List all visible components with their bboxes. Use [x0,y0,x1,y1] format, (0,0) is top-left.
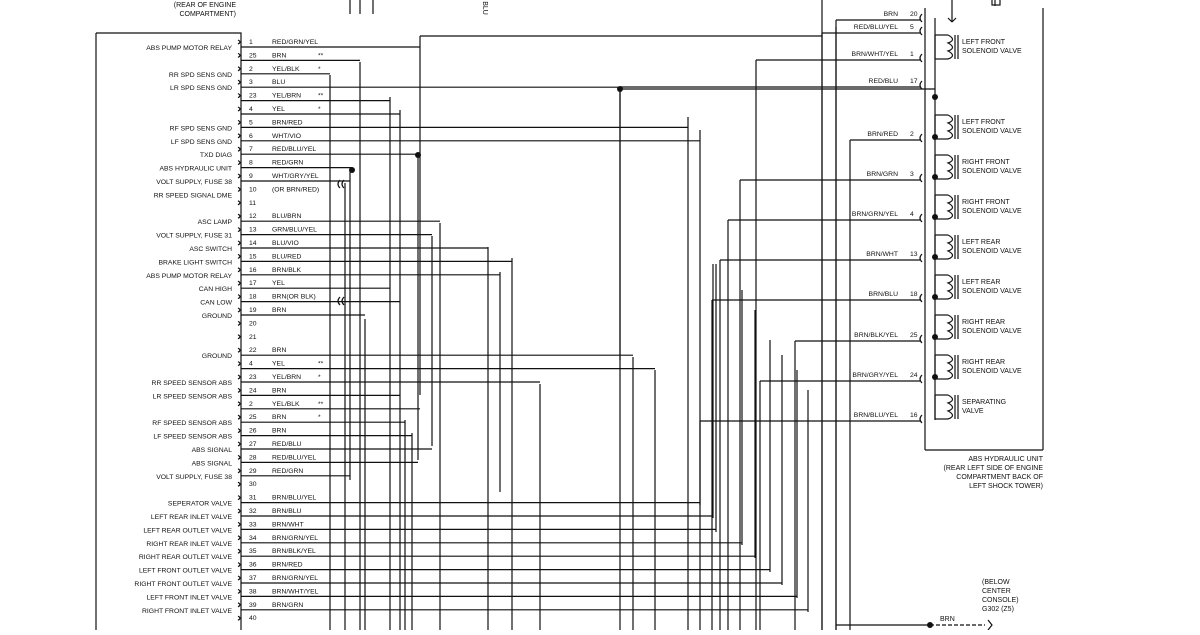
unit-pin-number: 13 [910,251,918,258]
pin-number: 15 [249,253,257,261]
hydraulic-unit-caption: LEFT SHOCK TOWER) [969,483,1043,490]
pin-mark [238,348,240,352]
pin-number: 11 [249,199,257,207]
unit-pin-number: 24 [910,372,918,379]
pin-number: 29 [249,467,257,475]
pin-number: 14 [249,240,257,247]
pin-mark [238,522,240,526]
pin-mark [238,228,240,232]
pin-mark [238,402,240,406]
pin-wire-color: BLU [272,79,286,87]
ground-symbol-icon [988,620,992,630]
pin-function-label: LEFT REAR INLET VALVE [150,514,232,521]
pin-mark [238,67,240,71]
pin-mark [238,174,240,178]
pin-function-label: VOLT SUPPLY, FUSE 31 [156,232,232,240]
pin-mark [238,147,240,151]
valve-label: SOLENOID VALVE [962,168,1022,175]
pin-wire-color: RED/BLU/YEL [272,146,317,154]
unit-pin-wire-color: BRN/BLU/YEL [853,412,898,419]
pin-number: 5 [249,119,253,127]
splice-dot [415,152,421,158]
pin-note-mark: * [318,65,321,73]
pin-wire-color: YEL [272,360,285,368]
valve-label: SOLENOID VALVE [962,328,1022,335]
pin-function-label: RR SPD SENS GND [168,71,232,79]
header-note: (REAR OF ENGINE [173,2,236,9]
pin-mark [238,589,240,593]
pin-number: 24 [249,387,257,395]
pin-wire-color: YEL/BRN [272,374,302,381]
pin-number: 6 [249,132,253,140]
pin-number: 17 [249,280,257,288]
pin-wire-color: BRN/GRN/YEL [272,575,319,582]
pin-wire-color: BRN/BLK [272,266,302,274]
unit-pin-number: 25 [910,332,918,339]
pin-number: 25 [249,414,257,422]
pin-number: 4 [249,106,253,113]
unit-pin-mark [920,375,922,383]
pin-wire-color: YEL [272,280,285,288]
pin-mark [238,616,240,620]
pin-function-label: ABS SIGNAL [191,460,232,468]
valve-label: LEFT FRONT [962,119,1006,126]
unit-pin-number: 3 [910,171,914,178]
valve-label: SOLENOID VALVE [962,288,1022,295]
pin-number: 22 [249,347,257,355]
pin-number: 3 [249,79,253,87]
pin-wire-color: BRN [272,427,287,435]
pin-function-label: RR SPEED SIGNAL DME [153,192,232,200]
pin-number: 10 [249,186,257,194]
pin-function-label: CAN HIGH [198,286,232,294]
pin-number: 31 [249,494,257,502]
pin-number: 37 [249,575,257,582]
pin-function-label: LR SPEED SENSOR ABS [152,393,232,401]
pin-mark [238,281,240,285]
pin-function-label: ASC LAMP [197,219,232,227]
unit-pin-wire-color: BRN/WHT/YEL [851,51,898,58]
pin-wire-color: RED/BLU [272,441,302,448]
module-outline [96,33,241,44]
pin-number: 8 [249,159,253,167]
pin-function-label: LF SPEED SENSOR ABS [153,433,232,441]
pin-function-label: RIGHT FRONT OUTLET VALVE [134,581,232,588]
valve-label: SOLENOID VALVE [962,248,1022,255]
pin-wire-color: YEL/BLK [272,65,300,73]
pin-mark [238,308,240,312]
solenoid-coil-icon [948,315,953,339]
pin-mark [238,576,240,580]
unit-pin-wire-color: BRN/BLU [868,291,898,298]
unit-pin-number: 18 [910,291,918,298]
pin-mark [238,295,240,299]
unit-pin-number: 5 [910,24,914,31]
unit-pin-mark [920,14,922,22]
pin-number: 7 [249,146,253,154]
pin-number: 13 [249,226,257,234]
pin-mark [238,40,240,44]
pin-mark [238,107,240,111]
pin-mark [238,321,240,325]
pin-function-label: RIGHT REAR OUTLET VALVE [138,554,232,562]
valve-label: SOLENOID VALVE [962,128,1022,135]
pin-number: 30 [249,481,257,489]
pin-mark [238,469,240,473]
pin-function-label: ABS PUMP MOTOR RELAY [146,45,232,52]
pin-number: 2 [249,400,253,408]
pin-mark [238,241,240,245]
pin-wire-color: BRN/GRN/YEL [272,534,319,542]
pin-wire-color: WHT/VIO [272,132,302,140]
solenoid-coil-icon [948,395,953,419]
pin-number: 25 [249,52,257,60]
pin-function-label: VOLT SUPPLY, FUSE 38 [156,473,232,481]
pin-mark [238,268,240,272]
pin-function-label: GROUND [201,353,232,361]
pin-function-label: RF SPD SENS GND [169,125,232,133]
valve-label: VALVE [962,408,984,415]
pin-function-label: RF SPEED SENSOR ABS [152,420,232,428]
pin-wire-color: BRN/RED [272,561,303,569]
pin-function-label: ABS HYDRAULIC UNIT [159,165,232,173]
solenoid-coil-icon [948,155,953,179]
pin-wire-color: BRN [272,52,287,60]
pin-number: 2 [249,65,253,73]
pin-function-label: LEFT FRONT INLET VALVE [146,594,232,602]
pin-function-label: RIGHT REAR INLET VALVE [146,540,232,548]
unit-pin-number: 17 [910,78,918,85]
pin-mark [238,362,240,366]
valve-label: SOLENOID VALVE [962,368,1022,375]
solenoid-coil-icon [948,115,953,139]
pin-number: 34 [249,534,257,542]
pin-mark [238,549,240,553]
pin-number: 20 [249,320,257,328]
pin-function-label: ABS PUMP MOTOR RELAY [146,272,232,280]
unit-pin-wire-color: BRN/GRN/YEL [851,211,898,218]
pin-mark [238,603,240,607]
unit-pin-mark [920,335,922,343]
solenoid-coil-icon [948,235,953,259]
pin-number: 4 [249,360,253,368]
pin-function-label: TXD DIAG [199,152,232,160]
valve-label: SOLENOID VALVE [962,48,1022,55]
pin-wire-color: RED/GRN [272,467,304,475]
valve-label: RIGHT FRONT [962,159,1010,166]
unit-pin-wire-color: BRN/WHT [866,251,898,258]
pin-wire-color: RED/GRN/YEL [272,39,319,46]
pin-wire-color: BRN(OR BLK) [272,293,316,301]
unit-pin-mark [920,415,922,423]
pin-number: 26 [249,427,257,435]
pin-mark [238,254,240,258]
unit-pin-wire-color: BRN/GRN [866,171,898,178]
pin-function-label: LEFT FRONT OUTLET VALVE [138,567,232,575]
unit-pin-mark [920,294,922,302]
unit-pin-mark [920,254,922,262]
pin-mark [238,415,240,419]
valve-label: RIGHT REAR [962,359,1006,366]
unit-pin-number: 2 [910,131,914,138]
pin-mark [238,214,240,218]
pin-number: 39 [249,601,257,609]
unit-pin-wire-color: RED/BLU/YEL [853,24,898,31]
unit-pin-mark [920,27,922,35]
unit-pin-wire-color: BRN/RED [867,131,898,138]
pin-mark [238,53,240,57]
pin-number: 19 [249,307,257,314]
valve-label: LEFT REAR [962,279,1001,286]
pin-function-label: GROUND [201,313,232,320]
header-note: COMPARTMENT) [179,11,236,18]
pin-number: 23 [249,92,257,100]
hydraulic-unit-caption: (REAR LEFT SIDE OF ENGINE [943,465,1043,472]
valve-label: LEFT FRONT [962,39,1006,46]
ground-note: CENTER [982,588,1011,595]
valve-label: SEPARATING [962,399,1007,406]
pin-wire-color: BRN [272,387,287,395]
pin-note-mark: * [318,414,321,422]
pin-wire-color: BRN/WHT/YEL [272,588,319,596]
pin-mark [238,94,240,98]
pin-mark [238,187,240,191]
ground-note: CONSOLE) [982,597,1019,604]
hydraulic-unit-caption: COMPARTMENT BACK OF [956,474,1043,481]
pin-mark [238,120,240,124]
pin-mark [238,161,240,165]
pin-mark [238,496,240,500]
unit-pin-mark [920,81,922,89]
pin-mark [238,442,240,446]
pin-mark [238,455,240,459]
pin-wire-color: WHT/GRY/YEL [272,173,319,180]
pin-function-label: RIGHT FRONT INLET VALVE [141,607,232,615]
ground-note: (BELOW [982,579,1010,586]
pin-function-label: BRAKE LIGHT SWITCH [158,259,232,267]
pin-number: 23 [249,374,257,381]
unit-pin-wire-color: BRN/BLK/YEL [854,332,898,339]
pin-number: 38 [249,588,257,596]
pin-number: 35 [249,548,257,556]
pin-note-mark: ** [318,92,324,100]
pin-note-mark: * [318,106,321,113]
pin-number: 9 [249,173,253,180]
pin-wire-color: GRN/BLU/YEL [272,226,317,234]
pin-function-label: RR SPEED SENSOR ABS [151,380,232,387]
pin-wire-color: BRN/GRN [272,601,304,609]
unit-pin-number: 16 [910,412,918,419]
unit-pin-number: 20 [910,11,918,18]
pin-number: 28 [249,454,257,462]
unit-pin-number: 1 [910,51,914,58]
ground-note: G302 (Z5) [982,606,1014,613]
pin-function-label: LF SPD SENS GND [170,138,232,146]
pin-mark [238,80,240,84]
pin-function-label: LEFT REAR OUTLET VALVE [143,527,232,535]
pin-wire-color: BRN [272,307,287,314]
pin-mark [238,482,240,486]
pin-wire-color: YEL/BLK [272,400,300,408]
pin-number: 18 [249,293,257,301]
valve-label: RIGHT FRONT [962,199,1010,206]
pin-mark [238,509,240,513]
pin-wire-color: BLU/BRN [272,213,302,221]
pin-function-label: LR SPD SENS GND [170,85,232,93]
splice-dot [349,167,355,173]
unit-pin-mark [920,134,922,142]
pin-note-mark: * [318,374,321,381]
unit-pin-wire-color: RED/BLU [868,78,898,85]
pin-wire-color: BRN [272,347,287,355]
pin-wire-color: BRN [272,414,287,422]
pin-wire-color: (OR BRN/RED) [272,186,320,194]
unit-pin-mark [920,174,922,182]
pin-mark [238,429,240,433]
pin-number: 27 [249,441,257,448]
pin-number: 12 [249,213,257,221]
solenoid-coil-icon [948,275,953,299]
unit-pin-wire-color: BRN/GRY/YEL [852,372,898,379]
pin-wire-color: BRN/BLU [272,508,302,515]
valve-label: LEFT REAR [962,239,1001,246]
pin-function-label: ASC SWITCH [189,246,232,253]
pin-number: 16 [249,266,257,274]
pin-function-label: SEPERATOR VALVE [167,500,232,508]
pin-number: 32 [249,508,257,515]
pin-mark [238,134,240,138]
pin-wire-color: BLU/VIO [272,240,299,247]
pin-function-label: CAN LOW [200,299,232,307]
valve-label: RIGHT REAR [962,319,1006,326]
hydraulic-unit-caption: ABS HYDRAULIC UNIT [968,456,1043,463]
pin-wire-color: BLU/RED [272,253,302,261]
pin-wire-color: RED/GRN [272,159,304,167]
pin-wire-color: BRN/RED [272,119,303,127]
pin-number: 36 [249,561,257,569]
pin-wire-color: BRN/WHT [272,521,304,529]
pin-wire-color: YEL [272,106,285,113]
pin-mark [238,563,240,567]
pin-note-mark: ** [318,400,324,408]
pin-number: 1 [249,39,253,46]
unit-pin-number: 4 [910,211,914,218]
pin-number: 21 [249,333,257,341]
unit-pin-mark [920,214,922,222]
relay-contact-icon [992,0,1000,5]
pin-number: 33 [249,521,257,529]
pin-mark [238,201,240,205]
pin-mark [238,375,240,379]
pin-note-mark: ** [318,52,324,60]
pin-mark [238,388,240,392]
ground-wire-label: BRN [940,616,955,623]
valve-label: SOLENOID VALVE [962,208,1022,215]
pin-wire-color: YEL/BRN [272,92,302,100]
pin-wire-color: BRN/BLU/YEL [272,494,317,502]
pin-wire-color: BRN/BLK/YEL [272,548,316,556]
unit-pin-wire-color: BRN [883,11,898,18]
vertical-wire-label: BLU [481,1,488,15]
unit-pin-mark [920,54,922,62]
solenoid-coil-icon [948,355,953,379]
solenoid-coil-icon [948,195,953,219]
pin-function-label: ABS SIGNAL [191,447,232,454]
pin-mark [238,335,240,339]
pin-function-label: VOLT SUPPLY, FUSE 38 [156,179,232,186]
pin-mark [238,536,240,540]
pin-number: 40 [249,615,257,623]
pin-note-mark: ** [318,360,324,368]
pin-wire-color: RED/BLU/YEL [272,454,317,462]
solenoid-coil-icon [948,35,953,59]
